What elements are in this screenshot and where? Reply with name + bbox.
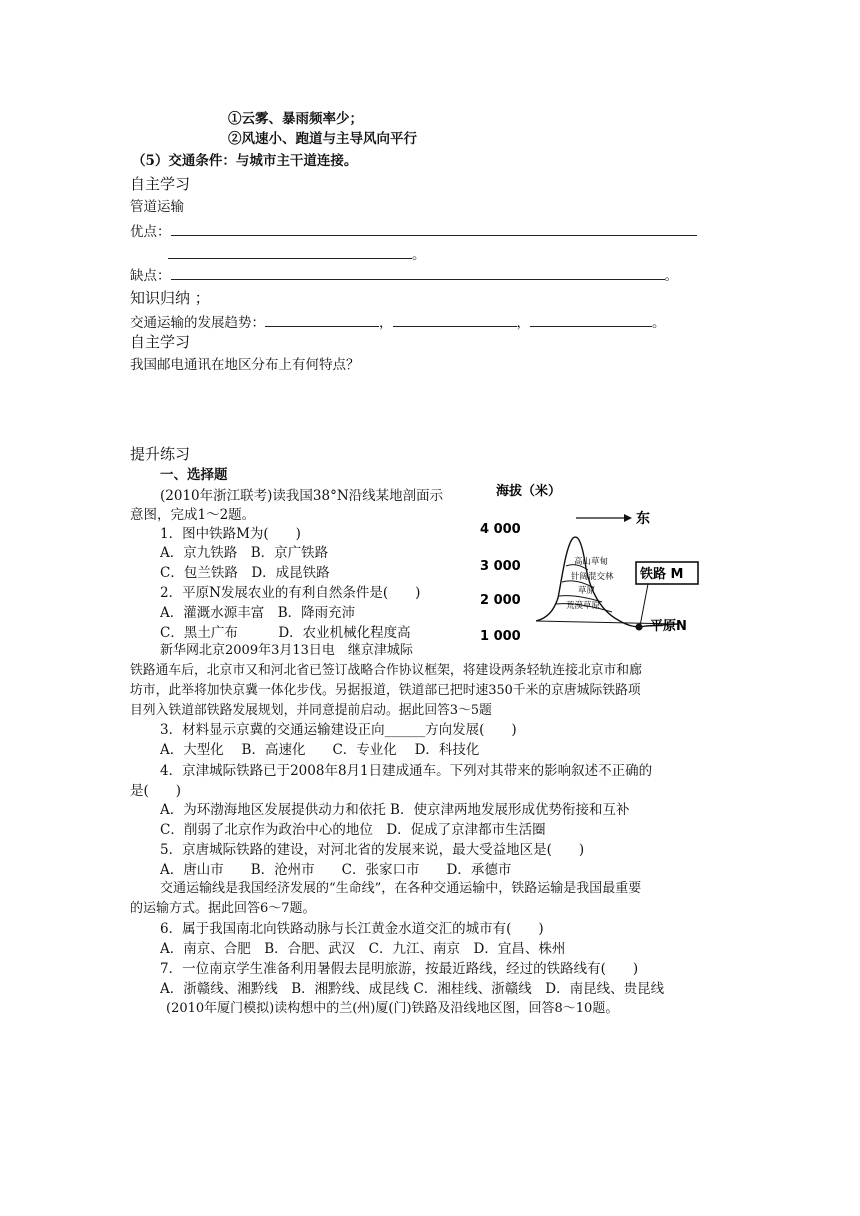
self-study-heading-2: 自主学习 [130,333,191,351]
question-1: 1．图中铁路M为( ) [160,526,301,542]
final-prompt: (2010年厦门模拟)读构想中的兰(州)厦(门)铁路及沿线地区图，回答8～10题。 [166,1001,619,1016]
question-2: 2．平原N发展农业的有利自然条件是( ) [160,585,421,601]
advantages-row [130,222,697,241]
zone-alpine-meadow: 高山草甸 [574,557,609,567]
news-line-4: 目列入铁道部铁路发展规划，并同意提前启动。据此回答3～5题 [130,703,492,718]
traffic-condition: （5）交通条件：与城市主干道连接。 [132,153,358,169]
question-3: 3．材料显示京冀的交通运输建设正向______方向发展( ) [160,722,517,738]
question-4-options-b: C．削弱了北京作为政治中心的地位 D．促成了京津都市生活圈 [160,822,546,838]
passage-line-2: 的运输方式。据此回答6～7题。 [130,901,316,916]
disadvantages-blank[interactable] [171,266,665,280]
question-4-options-a: A．为环渤海地区发展提供动力和依托 B．使京津两地发展形成优势衔接和互补 [160,802,630,818]
question-5-options: A．唐山市 B．沧州市 C．张家口市 D．承德市 [160,862,512,878]
advantages-blank[interactable] [171,222,697,236]
tick-4000: 4 000 [480,522,521,537]
advantages-row-2 [168,245,426,264]
railway-label: 铁路 M [640,567,684,582]
disadvantages-label: 缺点： [130,268,171,284]
question-7: 7．一位南京学生准备利用暑假去昆明旅游，按最近路线，经过的铁路线有( ) [160,961,639,977]
advantages-label: 优点： [130,224,171,240]
pipeline-title: 管道运输 [130,199,184,215]
zone-desert-steppe: 荒漠草原 [566,601,601,611]
passage-line-1: 交通运输线是我国经济发展的“生命线”，在各种交通运输中，铁路运输是我国最重要 [160,881,642,896]
trend-blank-3[interactable] [530,313,652,327]
comma: ， [516,315,530,331]
weather-condition-1: ①云雾、暴雨频率少； [228,111,363,127]
zone-grassland: 草原 [578,586,596,596]
question-4-cont: 是( ) [130,783,182,799]
period: 。 [664,268,678,284]
question-6-options: A．南京、合肥 B．合肥、武汉 C．九江、南京 D．宜昌、株州 [160,941,566,957]
zone-mixed-forest: 针阔混交林 [571,572,614,582]
question-2-options-b: C．黑土广布 D．农业机械化程度高 [160,625,411,641]
summary-heading: 知识归纳 ； [130,289,210,307]
trend-label: 交通运输的发展趋势： [130,315,265,331]
question-7-options: A．浙赣线、湘黔线 B．湘黔线、成昆线 C．湘桂线、浙赣线 D．南昆线、贵昆线 [160,981,665,997]
arrow-head-icon [624,514,632,522]
question-2-options-a: A．灌溉水源丰富 B．降雨充沛 [160,605,356,621]
tick-1000: 1 000 [480,629,521,640]
advantages-blank-2[interactable] [168,245,412,259]
period: 。 [652,315,666,331]
trend-blank-2[interactable] [393,313,517,327]
railway-point [636,624,643,631]
section-title: 一、选择题 [160,467,228,483]
tick-2000: 2 000 [480,593,521,608]
news-line-3: 坊市，此举将加快京冀一体化步伐。另据报道，铁道部已把时速350千米的京唐城际铁路项 [130,683,641,698]
figure-ylabel: 海拔（米） [496,484,562,499]
question-6: 6．属于我国南北向铁路动脉与长江黄金水道交汇的城市有( ) [160,921,544,937]
intro-line-1: (2010年浙江联考)读我国38°N沿线某地剖面示 [160,488,444,504]
question-5: 5．京唐城际铁路的建设，对河北省的发展来说，最大受益地区是( ) [160,842,585,858]
question-1-options-b: C．包兰铁路 D．成昆铁路 [160,565,330,581]
railway-pointer [640,584,648,626]
period: 。 [412,247,426,263]
practice-heading: 提升练习 [130,445,191,463]
comma: ， [379,315,393,331]
news-line-2: 铁路通车后，北京市又和河北省已签订战略合作协议框架，将建设两条轻轨连接北京市和廊 [130,663,642,678]
question-1-options-a: A．京九铁路 B．京广铁路 [160,545,329,561]
plain-label: 平原N [650,619,687,634]
weather-condition-2: ②风速小、跑道与主导风向平行 [228,131,417,147]
tick-3000: 3 000 [480,559,521,574]
disadvantages-row [130,266,678,285]
intro-line-2: 意图，完成1～2题。 [130,507,256,523]
question-4: 4．京津城际铁路已于2008年8月1日建成通车。下列对其带来的影响叙述不正确的 [160,763,653,779]
news-line-1: 新华网北京2009年3月13日电 继京津城际 [160,643,413,658]
direction-label: 东 [636,511,650,527]
postal-question: 我国邮电通讯在地区分布上有何特点？ [130,357,360,373]
question-3-options: A．大型化 B．高速化 C．专业化 D．科技化 [160,742,480,758]
terrain-profile-figure [478,478,728,640]
self-study-heading: 自主学习 [130,175,191,193]
trend-blank-1[interactable] [265,313,379,327]
trend-row [130,313,666,332]
